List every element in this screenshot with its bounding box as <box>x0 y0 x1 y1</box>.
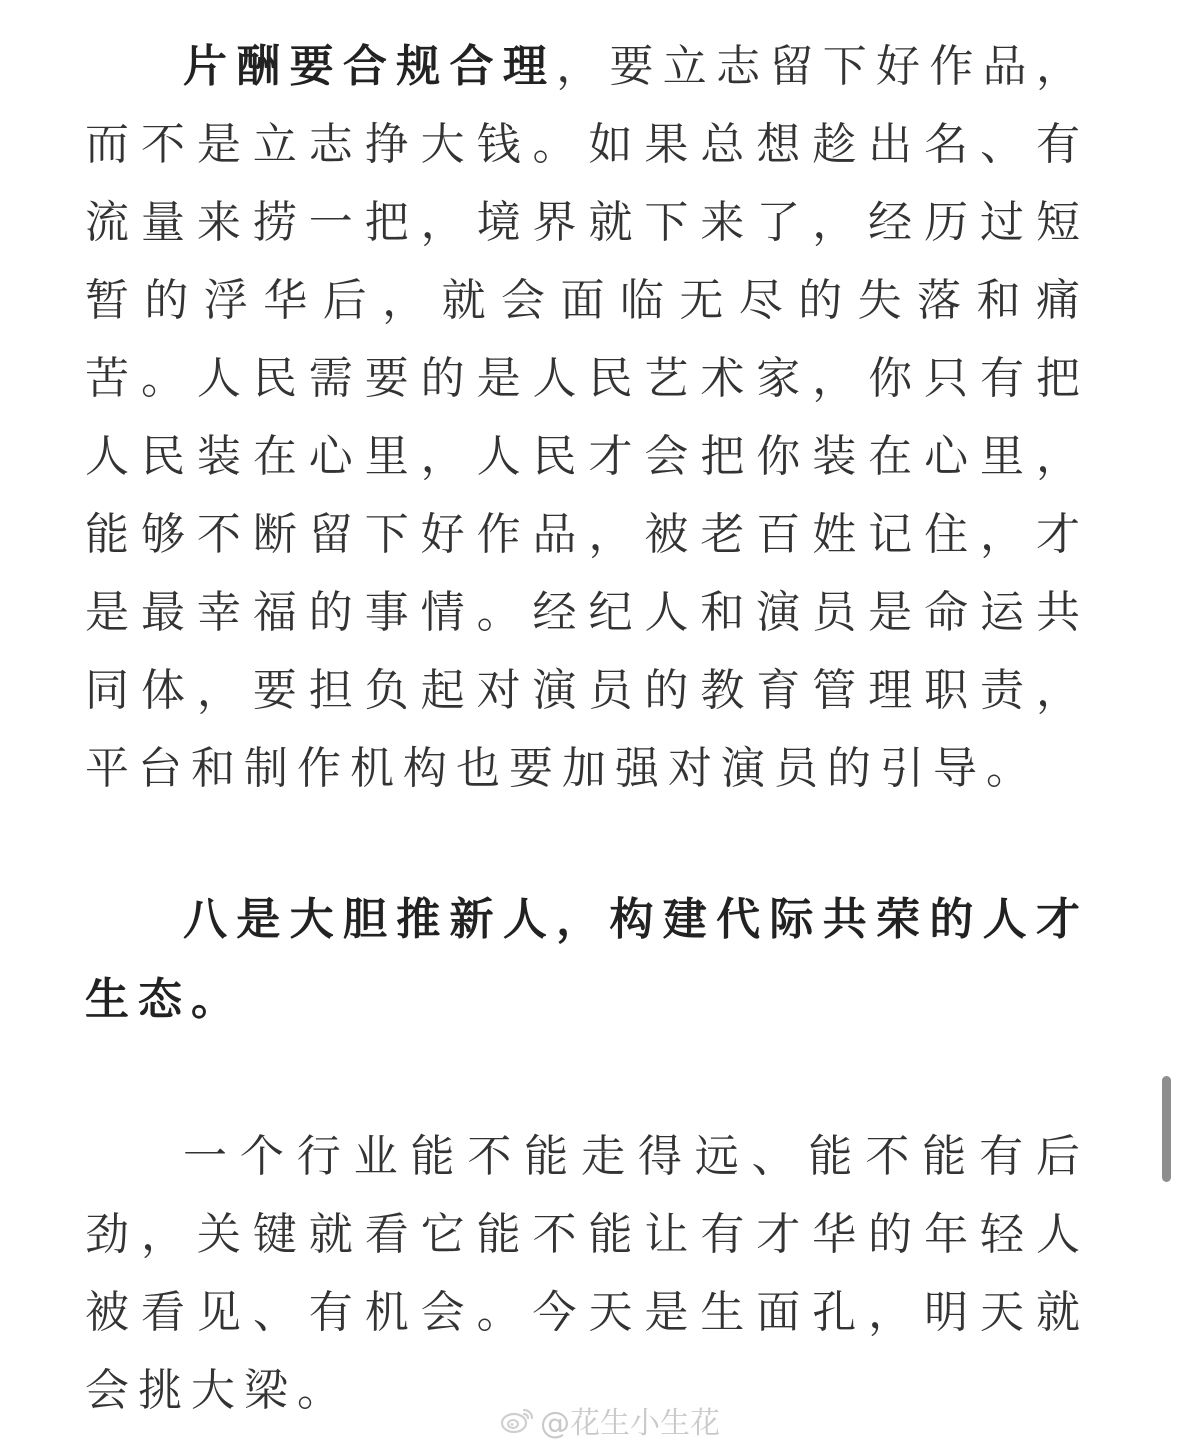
weibo-icon <box>500 1406 534 1434</box>
section-heading: 八是大胆推新人，构建代际共荣的人才生态。 <box>85 894 1089 1025</box>
paragraph-text: ，要立志留下好作品，而不是立志挣大钱。如果总想趁出名、有流量来捞一把，境界就下来了，经历过短暂的浮华后，就会面临无尽的失落和痛苦。人民需要的是人民艺术家，你只有把人民装在心里，人民才会把你装在心里，能够不断留下好作品，被老百姓记住，才是最幸福的事情。经纪人和演员是命运共同体，要担负起对演员的教育管理职责，平台和制作机构也要加强对演员的引导。 <box>85 41 1089 794</box>
watermark <box>500 1398 720 1442</box>
paragraph-remuneration <box>85 28 1089 808</box>
watermark-text: @花生小生花 <box>540 1406 720 1441</box>
paragraph-new-talent: 一个行业能不能走得远、能不能有后劲，关键就看它能不能让有才华的年轻人被看见、有机会。今天是生面孔，明天就会挑大梁。 <box>85 1131 1089 1416</box>
paragraph-lead: 片酬要合规合理 <box>183 41 557 92</box>
scrollbar-thumb[interactable] <box>1162 1076 1171 1182</box>
